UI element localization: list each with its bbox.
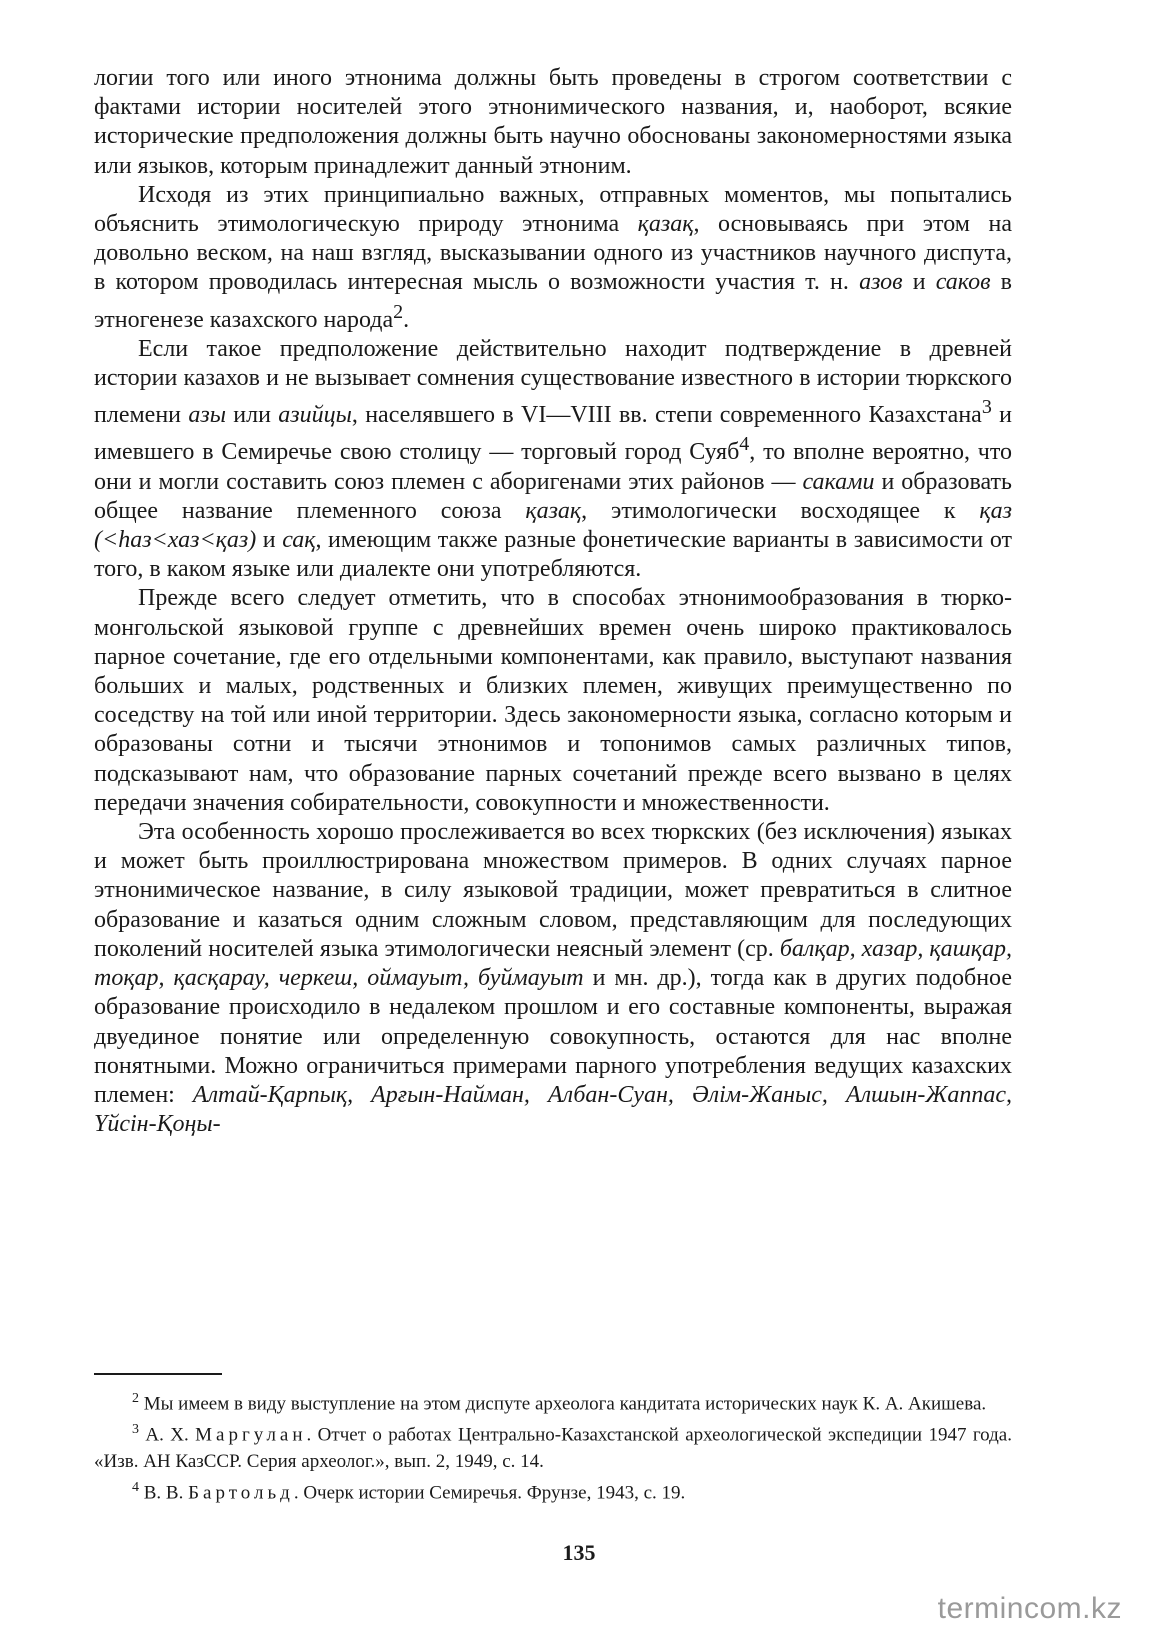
text-run: , населявшего в VI—VIII вв. степи современного Казахстана (351, 402, 982, 429)
text-run: , имеющим также разные фонетические варианты в зависимости от того, в каком языке или диалекте они употребляются. (94, 527, 1012, 583)
footnote-4 (94, 1475, 1012, 1506)
footnote-text: . Отчет о работах Центрально-Казахстанской археологической экспедиции 1947 года. «Изв. АН КазССР. Серия археолог.», вып. 2, 1949, с. 14. (94, 1424, 1012, 1472)
text-run: логии того или иного этнонима должны быть проведены в строгом соответствии с фактами истории носителей этого этнонимического названия, и, наоборот, всякие исторические предположения должны быть научно обоснованы закономерностями языка или языков, которым принадлежит данный этноним. (94, 65, 1012, 179)
footnote-ref: 3 (981, 396, 992, 419)
italic-term: азы (188, 402, 226, 429)
author-name: Маргулан (195, 1424, 307, 1446)
watermark-text: termincom.kz (937, 1592, 1122, 1625)
italic-term: қазақ (525, 497, 582, 524)
text-run: Прежде всего следует отметить, что в способах этнонимообразования в тюрко-монгольской языковой группе с древнейших времен очень широко практиковалось парное сочетание, где его отдельными компонентами, как правило, выступают названия больших и малых, родственных и близких племен, живущих преимущественно по соседству на той или иной территории. Здесь закономерности языка, согласно которым и образованы сотни и тысячи этнонимов и топонимов самых различных типов, подсказывают нам, что образование парных сочетаний прежде всего вызвано в целях передачи значения собирательности, совокупности и множественности. (94, 585, 1012, 816)
italic-term: балқар, хазар, қашқар, тоқар, қасқарау, черкеш, оймауыт, буймауыт (94, 935, 1013, 992)
footnotes (94, 1386, 1012, 1506)
text-run: Если такое предположение действительно находит подтверждение в древней истории казахов и не вызывает сомнения существование известного в истории тюркского племени (94, 335, 1012, 429)
text-run: . (403, 306, 410, 333)
footnote-text: В. В. (139, 1481, 189, 1503)
italic-term: саков (935, 269, 991, 296)
footnote-ref: 2 (393, 300, 404, 323)
text-run: или (225, 402, 279, 429)
main-text (94, 64, 1012, 1139)
footnote-text: Мы имеем в виду выступление на этом диспуте археолога кандитата исторических наук К. А. Акишева. (139, 1393, 987, 1415)
text-run: Эта особенность хорошо прослеживается во всех тюркских (без исключения) языках и может быть проиллюстрирована множеством примеров. В одних случаях парное этнонимическое название, в силу языковой традиции, может превратиться в слитное образование и казаться одним сложным словом, представляющим для последующих поколений носителей языка этимологически неясный элемент (ср. (94, 819, 1012, 962)
footnote-number: 3 (132, 1422, 139, 1438)
text-run: , основываясь при этом на довольно веском, на наш взгляд, высказывании одного из участников научного диспута, в котором проводилась интересная мысль о возможности участия т. н. (94, 211, 1012, 296)
footnote-ref: 4 (739, 433, 750, 456)
paragraph-5 (94, 818, 1012, 1139)
italic-term: қаз (<һаз<хаз<қаз) (94, 497, 1012, 554)
text-run: и (902, 269, 936, 296)
paragraph-1 (94, 64, 1012, 181)
text-run: в этногенезе казахского народа (94, 269, 1013, 333)
italic-term: азов (859, 269, 903, 296)
paragraph-4 (94, 584, 1012, 818)
text-run: и образовать общее название племенного союза (94, 468, 1012, 524)
text-run: Исходя из этих принципиально важных, отправных моментов, мы попытались объяснить этимологическую природу этнонима (94, 181, 1012, 238)
italic-term: азийцы (278, 402, 352, 429)
footnote-2 (94, 1386, 1012, 1417)
footnote-number: 4 (132, 1479, 139, 1495)
text-run: и мн. др.), тогда как в других подобное образование происходило в недалеком прошлом и его составные компоненты, выражая двуединое понятие или определенную совокупность, остаются для нас вполне понятными. Можно ограничиться примерами парного употребления ведущих казахских племен: (94, 965, 1012, 1108)
text-run: и имевшего в Семиречье свою столицу — торговый город Суяб (94, 402, 1013, 466)
footnote-divider (94, 1373, 222, 1375)
italic-term: Алтай-Қарпық, Арғын-Найман, Албан-Суан, Әлім-Жаныс, Алшын-Жаппас, Үйсін-Қоңы- (94, 1081, 1012, 1138)
footnote-3 (94, 1417, 1012, 1474)
paragraph-3 (94, 335, 1012, 585)
italic-term: қазақ (637, 211, 694, 238)
text-run: , то вполне вероятно, что они и могли составить союз племен с аборигенами этих районов — (94, 439, 1012, 495)
footnote-text: . Очерк истории Семиречья. Фрунзе, 1943, с. 19. (293, 1481, 686, 1503)
page-number: 135 (562, 1540, 596, 1565)
paragraph-2 (94, 181, 1012, 335)
footnote-number: 2 (132, 1391, 139, 1406)
text-run: и (256, 527, 283, 554)
italic-term: сақ (282, 527, 316, 554)
footnote-text: А. Х. (139, 1424, 196, 1446)
italic-term: саками (802, 468, 875, 495)
author-name: Бартольд (188, 1481, 294, 1503)
text-run: , этимологически восходящее к (581, 497, 980, 524)
